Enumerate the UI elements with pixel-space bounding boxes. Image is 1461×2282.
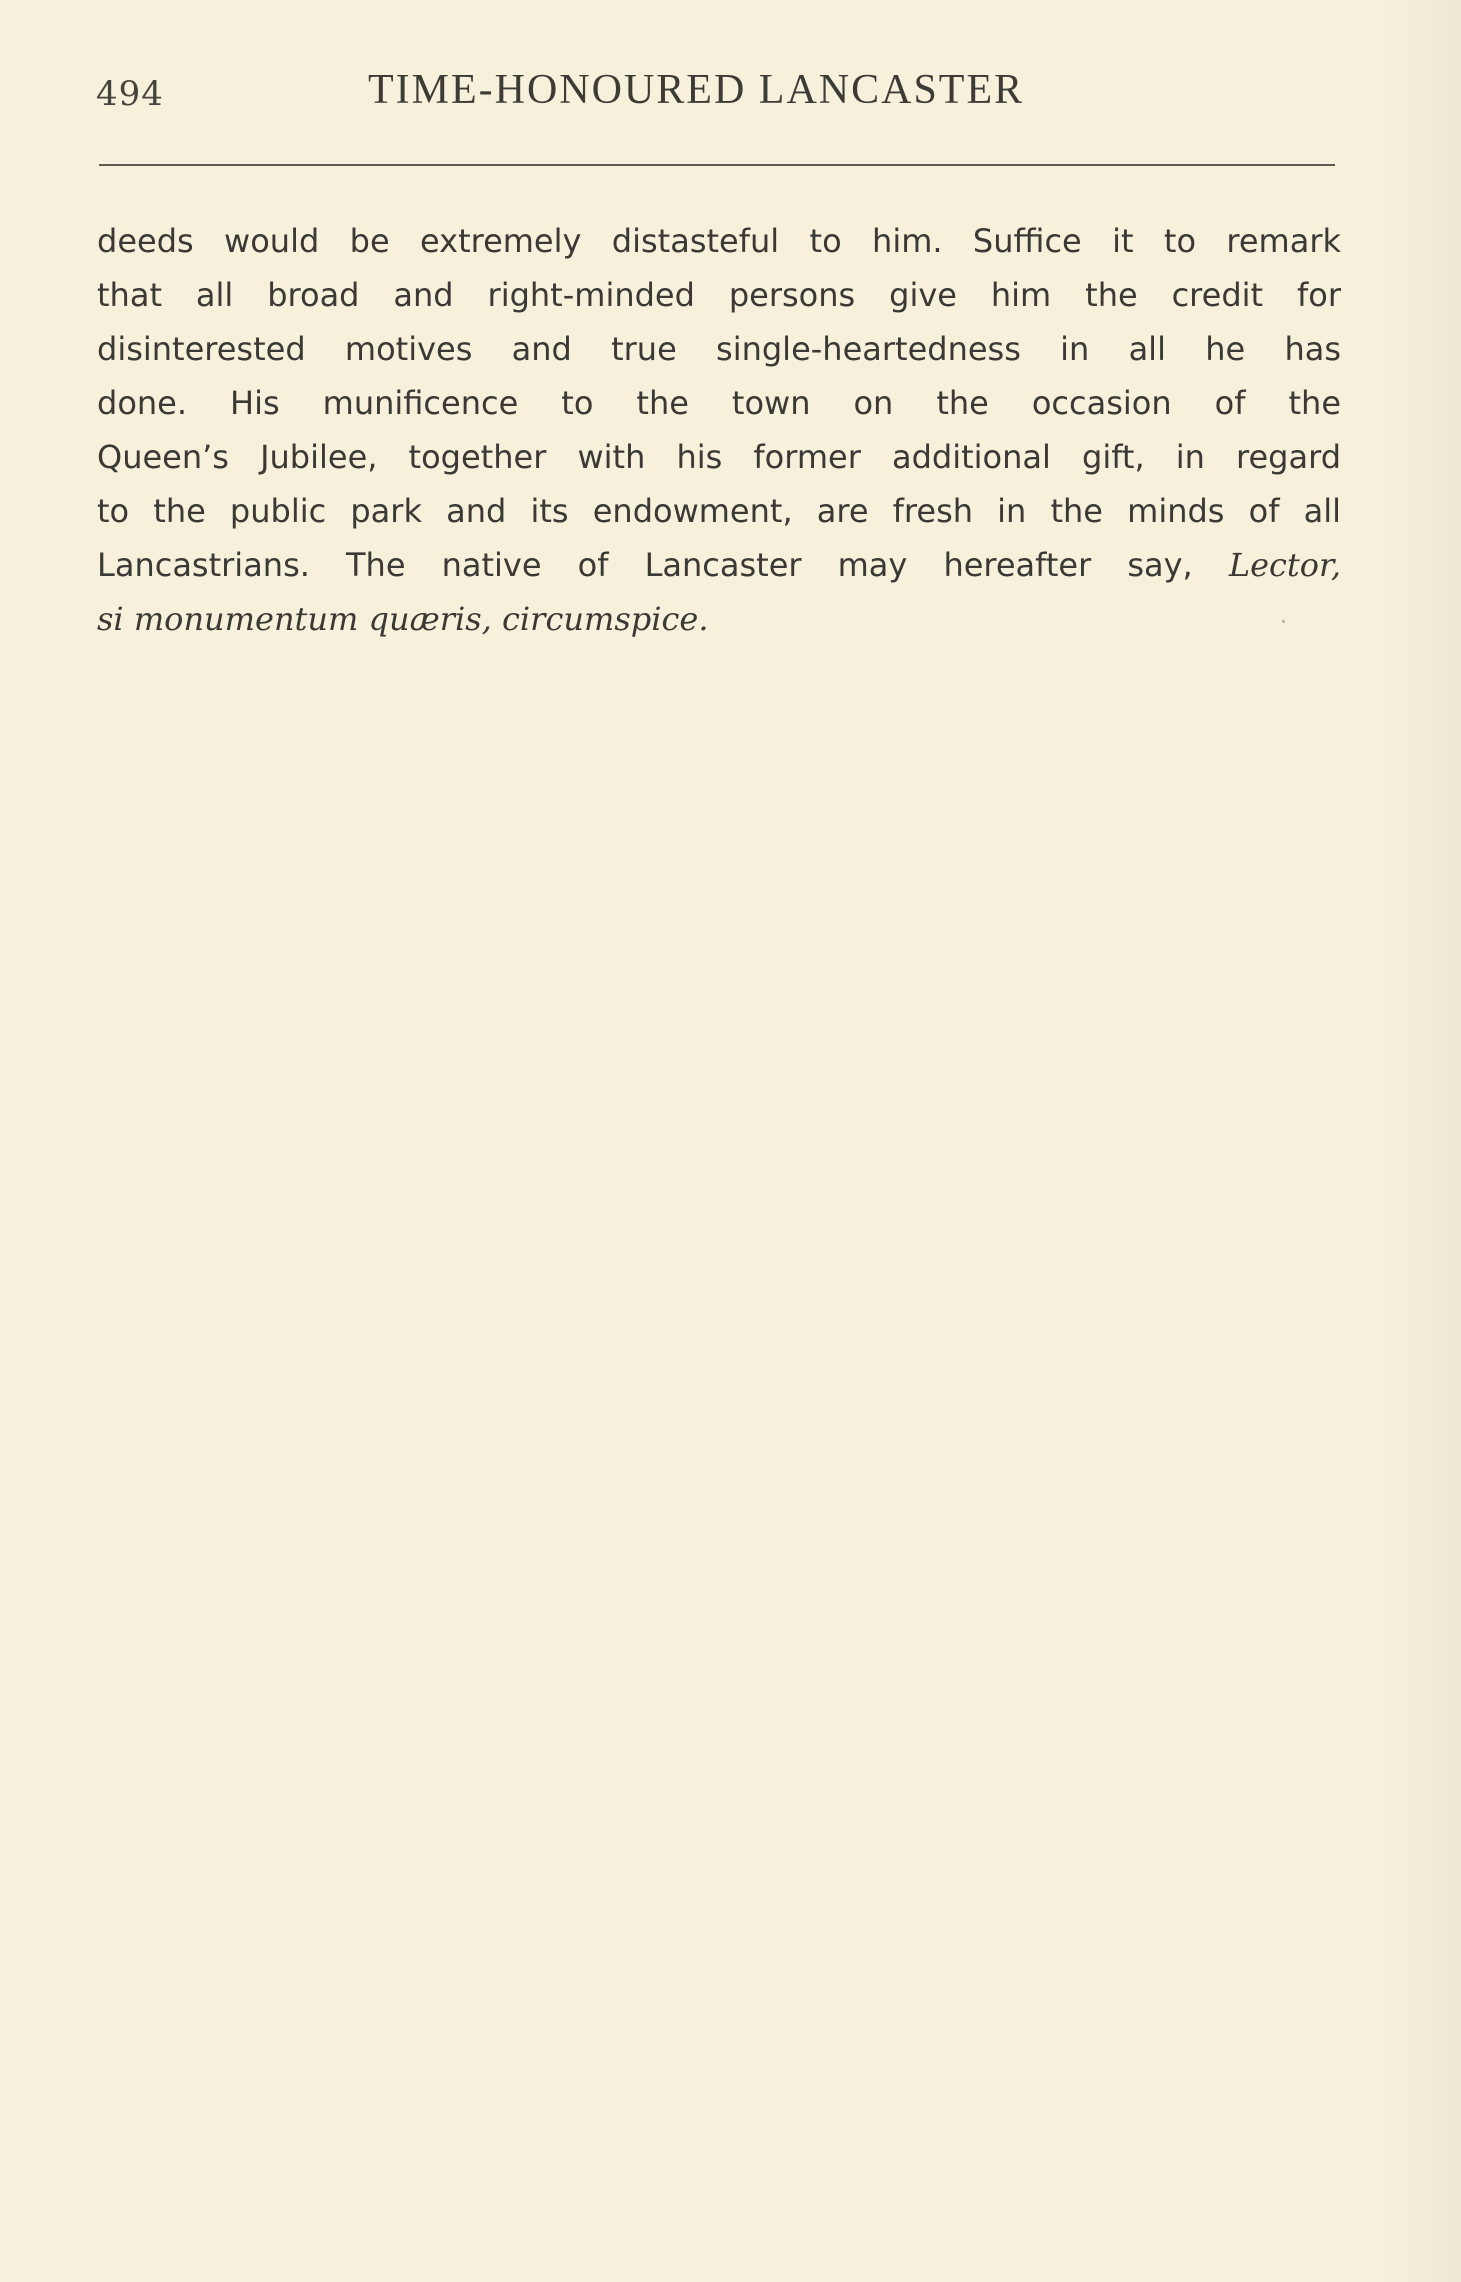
italic-latin-line: si monumentum quæris, circumspice.: [97, 600, 709, 638]
text-line: deeds would be extremely distasteful to him. Suffice it to remark: [97, 222, 1341, 260]
italic-latin-word: Lector,: [1228, 546, 1341, 584]
text-line: that all broad and right-minded persons give him the credit for: [97, 276, 1341, 314]
page-number: 494: [96, 74, 164, 114]
running-header: [96, 62, 1336, 122]
header-rule: [99, 164, 1335, 166]
body-text: [97, 214, 1341, 646]
paper-speck: [1282, 620, 1285, 623]
text-line-with-italic: [97, 538, 1341, 592]
running-title: TIME-HONOURED LANCASTER: [368, 67, 1025, 113]
text-line: Queen’s Jubilee, together with his former additional gift, in regard: [97, 438, 1341, 476]
text-line: disinterested motives and true single-heartedness in all he has: [97, 330, 1341, 368]
text-line: to the public park and its endowment, are fresh in the minds of all: [97, 492, 1341, 530]
text-line: done. His munificence to the town on the occasion of the: [97, 384, 1341, 422]
text-line-roman: Lancastrians. The native of Lancaster may hereafter say,: [97, 546, 1229, 584]
